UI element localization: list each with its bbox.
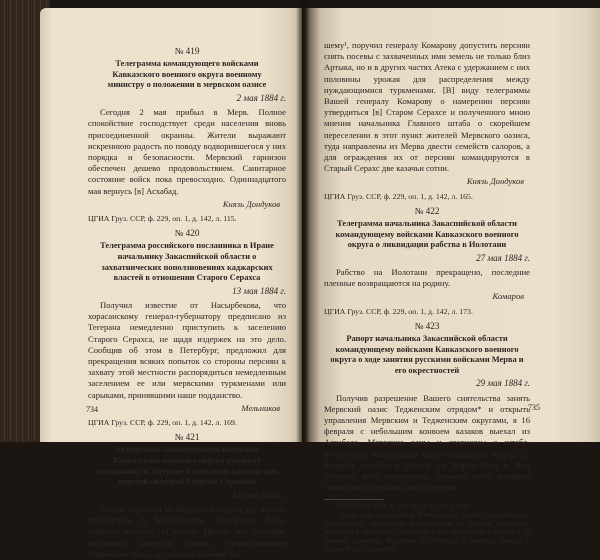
doc-title: Телеграмма командующего войсками Кавказского военного округа русскому посланнику в Тегеране о попытках каджарских властей овладеть Старым Серахсом bbox=[96, 445, 278, 487]
doc-date: 29 мая 1884 г. bbox=[476, 378, 530, 389]
doc-title: Телеграмма начальника Закаспийской области командующему войсками Кавказского военного округа о ликвидации рабства в Иолотани bbox=[335, 219, 519, 250]
doc-number: № 423 bbox=[414, 320, 440, 331]
doc-body: Сегодня 2 мая прибыл в Мерв. Полное спокойствие господствует среди населения вновь присоединенной окраины. Жители выражают искреннюю радость по поводу водворившегося у них порядка и безопасности. Мервский гарнизон обеспечен дешево продовольствием. Санитарное состояние войск пока превосходно. Одиннадцатого мая вернусь [в] Асхабад. bbox=[88, 107, 286, 196]
doc-number: № 420 bbox=[174, 228, 200, 239]
doc-title: Телеграмма командующего войсками Кавказского военного округа военному министру о положении в мервском оазисе bbox=[107, 59, 267, 90]
footnote: * Отряд под начальством Генерального штаба подполковника Завриевского, принявшего командование по отъезде полковника Мурадова в Петербург, состоял из 4 рот, двух сотен, 4 орудий и 20 человек джигитов. Выступив из Асхабада 4 декабря, прибыл в Карры-Бенд 10 декабря. bbox=[324, 511, 530, 554]
doc-body: Получил известие от Насырбекова, что хорасанскому генерал-губернатору предписано из Тегерана немедленно приступить к заселению Старого Серахса, не щадя издержек на это дело. Сообщив об этом в Петербург, предложил для прекращения всяких попыток со стороны персиян к захвату этой местности распорядиться немедленным заселением ее или мервскими туркменами или сарыками, принявшими наше подданство. bbox=[88, 300, 286, 400]
doc-date: 14 мая 1884 г. bbox=[232, 489, 286, 500]
archive-reference: ЦГИА Груз. ССР, ф. 229, оп. 1, д. 142, л. 173. bbox=[324, 306, 473, 316]
doc-date: 2 мая 1884 г. bbox=[236, 92, 286, 103]
right-page-column bbox=[324, 40, 530, 554]
doc-signature: Князь Дондуков bbox=[222, 198, 280, 209]
doc-body: Получив разрешение Вашего сиятельства занять Мервский оазис Тедженским отрядом* и открыть управления Мервским и Тедженским округами, я 16 февраля с небольшим конвоем казаков выехал из Асхабада. Мервские ханы и старшины с штабс-ротмистром Алихановым были отправлены вперед. 21 февраля прибыл к отряду на Карры-Бенд и был встречен всем населением, большая часть которого только что собралась для поселения. bbox=[324, 392, 530, 493]
page-number-left: 734 bbox=[86, 405, 98, 414]
doc-signature: Мельников bbox=[241, 402, 280, 413]
doc-body: Рабство на Иолотани прекращено, последние пленные возвращаются на родину. bbox=[324, 267, 530, 289]
archive-reference: ЦГИА Груз. ССР, ф. 229, оп. 1, д. 142, л. 165. bbox=[324, 191, 473, 201]
doc-number: № 422 bbox=[414, 205, 440, 216]
left-page-column bbox=[88, 46, 286, 560]
doc-continuation-body: шему¹, поручил генералу Комарову допустить персиян снять посевы с захваченных ими земель не только близ Артыка, но и в других частях Атека с удержанием с них половины урожая для распределения между нуждающимися туркменами. [В] виду телеграммы Вашей генералу Комарову о намерении персиян утвердиться [в] Старом Серахсе и полученного мною мнения начальника Главного штаба о скорейшем переселении в этот пункт жителей Мервского оазиса, туда направлены из Мерва двести семейств салоров, а для ограждения их от персиян командируются в Старый Серахс две казачьи сотни. bbox=[324, 40, 530, 174]
doc-number: № 419 bbox=[174, 46, 200, 56]
footnote: ¹ ЦГИА Груз. ССР, ф. 229, оп. 1, д. 142, л. 169. bbox=[332, 502, 470, 511]
footnote-divider bbox=[324, 499, 384, 500]
doc-signature: Князь Дондуков bbox=[466, 176, 524, 187]
page-number-right: 735 bbox=[528, 403, 540, 412]
doc-title: Рапорт начальника Закаспийской области командующему войсками Кавказского военного округа о ходе занятия русскими войсками Мерва и его окрестностей bbox=[330, 334, 524, 375]
doc-title: Телеграмма российского посланника в Иране начальнику Закаспийской области о захватнических поползновениях каджарских властей в отношении Старого Серахса bbox=[100, 241, 274, 283]
doc-number: № 421 bbox=[174, 432, 200, 443]
archive-reference: ЦГИА Груз. ССР, ф. 229, оп. 1, д. 142, л. 115. bbox=[88, 214, 237, 224]
doc-date: 27 мая 1884 г. bbox=[476, 252, 530, 263]
book-gutter bbox=[296, 0, 310, 442]
doc-signature: Комаров bbox=[492, 291, 524, 302]
doc-date: 13 мая 1884 г. bbox=[232, 285, 286, 296]
doc-body: Сейчас вернулся из Мервского округа, где полное спокойствие и безопасность. Телеграмму Вашу девятого получил [в] Каахке. Находя, что персияне незаконно заселили пашни, принадлежащие туркменам Атека, я, согласно мнению Ва- bbox=[88, 504, 286, 559]
archive-reference: ЦГИА Груз. ССР, ф. 229, оп. 1, д. 142, л. 169. bbox=[88, 418, 237, 428]
